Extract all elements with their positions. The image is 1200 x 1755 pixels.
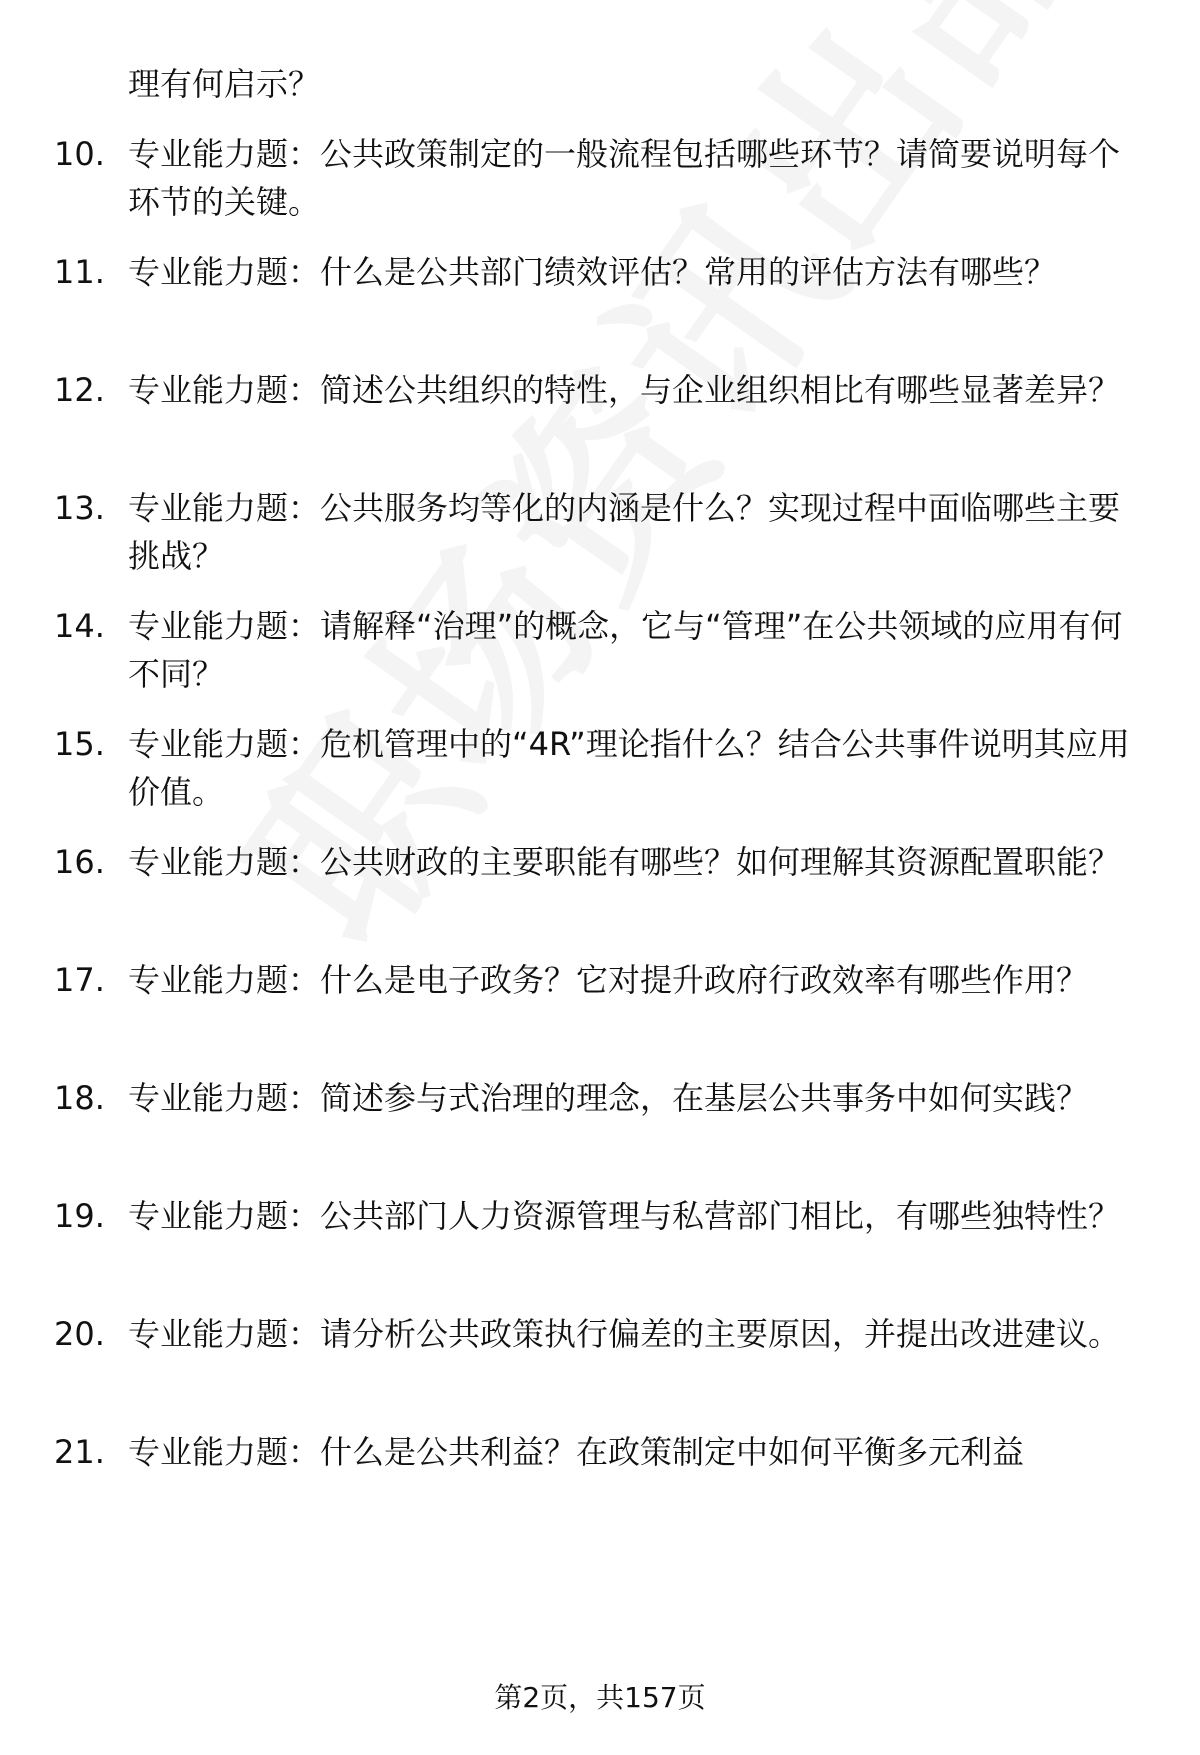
question-number: 14. <box>54 607 105 645</box>
question-number: 20. <box>54 1315 105 1353</box>
question-number: 17. <box>54 961 105 999</box>
question-number: 18. <box>54 1079 105 1117</box>
question-text: 专业能力题：什么是公共部门绩效评估？常用的评估方法有哪些？ <box>128 253 1057 291</box>
question-number: 13. <box>54 489 105 527</box>
question-text: 专业能力题：公共服务均等化的内涵是什么？实现过程中面临哪些主要挑战？ <box>128 489 1121 575</box>
question-text: 专业能力题：简述公共组织的特性，与企业组织相比有哪些显著差异？ <box>128 371 1121 409</box>
continued-question-text: 理有何启示？ <box>128 65 321 103</box>
question-text: 专业能力题：公共部门人力资源管理与私营部门相比，有哪些独特性？ <box>128 1197 1121 1235</box>
question-number: 19. <box>54 1197 105 1235</box>
question-number: 21. <box>54 1433 105 1471</box>
question-text: 专业能力题：简述参与式治理的理念，在基层公共事务中如何实践？ <box>128 1079 1089 1117</box>
question-number: 11. <box>54 253 105 291</box>
question-number: 16. <box>54 843 105 881</box>
question-text: 专业能力题：公共财政的主要职能有哪些？如何理解其资源配置职能？ <box>128 843 1121 881</box>
question-text: 专业能力题：请解释“治理”的概念，它与“管理”在公共领域的应用有何不同？ <box>128 607 1123 693</box>
question-number: 10. <box>54 135 105 173</box>
question-number: 12. <box>54 371 105 409</box>
question-number: 15. <box>54 725 105 763</box>
question-text: 专业能力题：什么是公共利益？在政策制定中如何平衡多元利益 <box>128 1433 1025 1471</box>
question-text: 专业能力题：请分析公共政策执行偏差的主要原因，并提出改进建议。 <box>128 1315 1121 1353</box>
question-text: 专业能力题：公共政策制定的一般流程包括哪些环节？请简要说明每个环节的关键。 <box>128 135 1121 221</box>
question-text: 专业能力题：危机管理中的“4R”理论指什么？结合公共事件说明其应用价值。 <box>128 725 1130 811</box>
question-text: 专业能力题：什么是电子政务？它对提升政府行政效率有哪些作用？ <box>128 961 1089 999</box>
page-footer: 第2页，共157页 <box>494 1681 706 1714</box>
